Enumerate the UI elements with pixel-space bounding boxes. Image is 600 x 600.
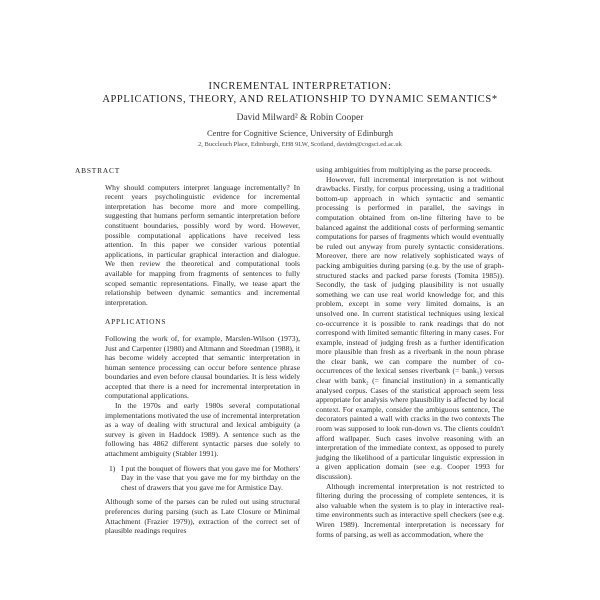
author-affiliation: Centre for Cognitive Science, University of Edinburgh	[206, 128, 394, 138]
right-paragraph-2: Although incremental interpretation is not restricted to filtering during the processing of complete sentences, it is also valuable when the system is to play in interactive real-time environments such as interactive spell checkers (see e.g. Wiren 1989). Incremental interpretation is necessary for forms of parsing, as well as accommodation, where the	[316, 481, 504, 539]
right-paragraph-continuation: using ambiguities from multiplying as the parse proceeds.	[316, 165, 492, 174]
paper-title-line-2: APPLICATIONS, THEORY, AND RELATIONSHIP TO DYNAMIC SEMANTICS*	[102, 94, 498, 105]
paper-title-line-1: INCREMENTAL INTERPRETATION:	[208, 81, 392, 92]
spacer	[105, 307, 300, 317]
right-column	[316, 165, 504, 539]
example-number: 1)	[109, 463, 116, 473]
paper-authors: David Milward² & Robin Cooper	[236, 113, 364, 123]
abstract-heading: ABSTRACT	[75, 166, 121, 175]
author-address: 2, Buccleuch Place, Edinburgh, EH8 9LW, Scotland, davidm@cogsci.ed.ac.uk	[198, 141, 402, 148]
applications-heading: APPLICATIONS	[105, 317, 167, 327]
applications-paragraph-2: In the 1970s and early 1980s several computational implementations motivated the use of incremental interpretation as a way of dealing with structural and lexical ambiguity (a survey is given in Haddock 1989). A sentence such as the following has 4862 different syntactic parses due solely to attachment ambiguity (Stabler 1991).	[105, 401, 300, 459]
abstract-text: Why should computers interpret language incrementally? In recent years psycholinguistic evidence for incremental interpretation has become more and more compelling, suggesting that humans perform semantic interpretation before constituent boundaries, possibly word by word. However, possible computational applications have received less attention. In this paper we consider various potential applications, in particular graphical interaction and dialogue. We then review the theoretical and computational tools available for mapping from fragments of sentences to fully scoped semantic representations. Finally, we tease apart the relationship between dynamic semantics and incremental interpretation.	[105, 182, 300, 307]
left-column	[75, 166, 300, 536]
right-paragraph-1: However, full incremental interpretation is not without drawbacks. Firstly, for corpus processing, using a traditional bottom-up approach in which syntactic and semantic processing is performed in parallel, the savings in computation obtained from on-line filtering have to be balanced against the additional costs of performing semantic computations for parses of fragments which would eventually be ruled out anyway from purely syntactic considerations. Moreover, there are now relatively sophisticated ways of packing ambiguities during parsing (e.g. by the use of graph-structured stacks and packed parse forests (Tomita 1985)). Secondly, the task of judging plausibility is not usually something we can use real world knowledge for, and this problem, except in some very limited domains, is an unsolved one. In current statistical techniques using lexical co-occurrence it is possible to rank readings that do not correspond with limited semantic filtering in many cases. For example, instead of judging fresh as a further identification more plausible than fresh as a riverbank in the noun phrase the clear bank, we can compare the number of co-occurrences of the lexical senses riverbank (= bank₁) versus clear with bank₂ (= financial institution) in a semantically analysed corpus. Cases of the statistical approach seem less appropriate for analysis where plausibility is affected by local context. For example, consider the ambiguous sentence, The decorators painted a wall with cracks in the two contexts The room was supposed to look run-down vs. The clients couldn't afford wallpaper. Such cases involve reasoning with an interpretation of the immediate context, as opposed to purely judging the likelihood of a particular linguistic expression in a given application domain (see e.g. Cooper 1993 for discussion).	[316, 174, 504, 481]
example-text: I put the bouquet of flowers that you gave me for Mothers' Day in the vase that you gave me for my birthday on the chest of drawers that you gave me for Armistice Day.	[121, 463, 300, 492]
applications-paragraph-3: Although some of the parses can be ruled out using structural preferences during parsing (such as Late Closure or Minimal Attachment (Frazier 1979)), extraction of the correct set of plausible readings requires	[105, 497, 300, 536]
example-sentence	[109, 464, 300, 493]
applications-paragraph-1: Following the work of, for example, Marslen-Wilson (1973), Just and Carpenter (1980) and Altmann and Steedman (1988), it has become widely accepted that semantic interpretation in human sentence processing can occur before sentence phrase boundaries and even before clausal boundaries. It is less widely accepted that there is a need for incremental interpretation in computational applications.	[105, 333, 300, 401]
